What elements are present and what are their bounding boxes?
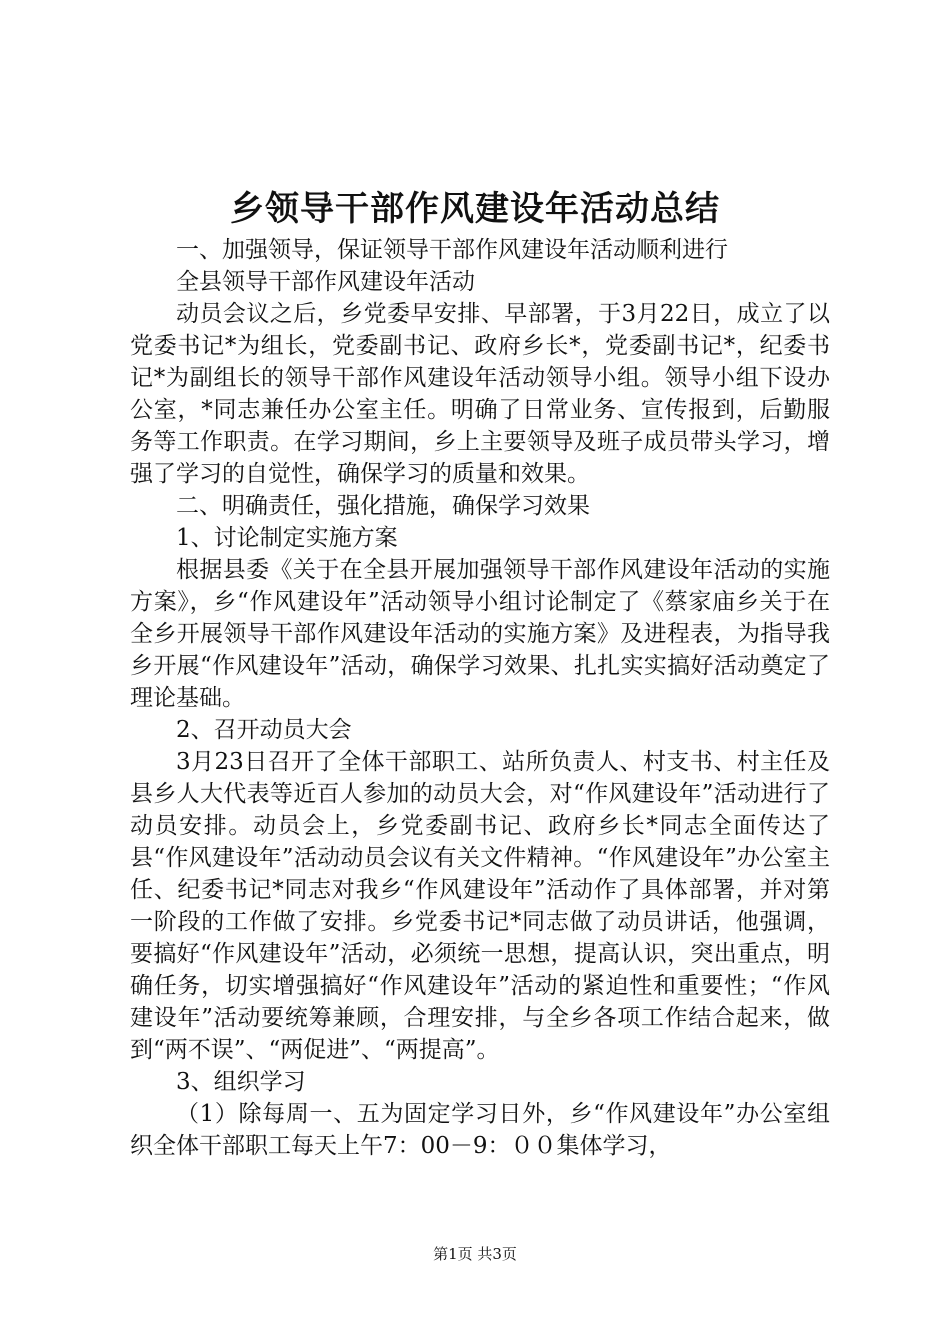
paragraph: （1）除每周一、五为固定学习日外，乡“作风建设年”办公室组织全体干部职工每天上午7：00－9：００集体学习，	[130, 1101, 830, 1159]
subheading: 1、讨论制定实施方案	[176, 525, 398, 551]
subheading: 3、组织学习	[176, 1069, 306, 1095]
page-footer: 第1页 共3页	[433, 1245, 517, 1263]
paragraph: 动员会议之后，乡党委早安排、早部署，于3月22日，成立了以党委书记*为组长，党委副书记、政府乡长*，党委副书记*，纪委书记*为副组长的领导干部作风建设年活动领导小组。领导小组下设办公室，*同志兼任办公室主任。明确了日常业务、宣传报到，后勤服务等工作职责。在学习期间，乡上主要领导及班子成员带头学习，增强了学习的自觉性，确保学习的质量和效果。	[130, 301, 830, 487]
paragraph: 3月23日召开了全体干部职工、站所负责人、村支书、村主任及县乡人大代表等近百人参加的动员大会，对“作风建设年”活动进行了动员安排。动员会上，乡党委副书记、政府乡长*同志全面传达了县“作风建设年”活动动员会议有关文件精神。“作风建设年”办公室主任、纪委书记*同志对我乡“作风建设年”活动作了具体部署，并对第一阶段的工作做了安排。乡党委书记*同志做了动员讲话，他强调，要搞好“作风建设年”活动，必须统一思想，提高认识，突出重点，明确任务，切实增强搞好“作风建设年”活动的紧迫性和重要性；“作风建设年”活动要统筹兼顾，合理安排，与全乡各项工作结合起来，做到“两不误”、“两促进”、“两提高”。	[130, 749, 830, 1063]
section-heading-2: 二、明确责任，强化措施，确保学习效果	[176, 493, 590, 519]
section-heading-1: 一、加强领导，保证领导干部作风建设年活动顺利进行	[176, 237, 728, 263]
document-body	[130, 234, 830, 1162]
paragraph: 全县领导干部作风建设年活动	[176, 269, 475, 295]
paragraph: 根据县委《关于在全县开展加强领导干部作风建设年活动的实施方案》，乡“作风建设年”活动领导小组讨论制定了《蔡家庙乡关于在全乡开展领导干部作风建设年活动的实施方案》及进程表，为指导我乡开展“作风建设年”活动，确保学习效果、扎扎实实搞好活动奠定了理论基础。	[130, 557, 830, 711]
subheading: 2、召开动员大会	[176, 717, 352, 743]
document-title: 乡领导干部作风建设年活动总结	[230, 189, 720, 229]
